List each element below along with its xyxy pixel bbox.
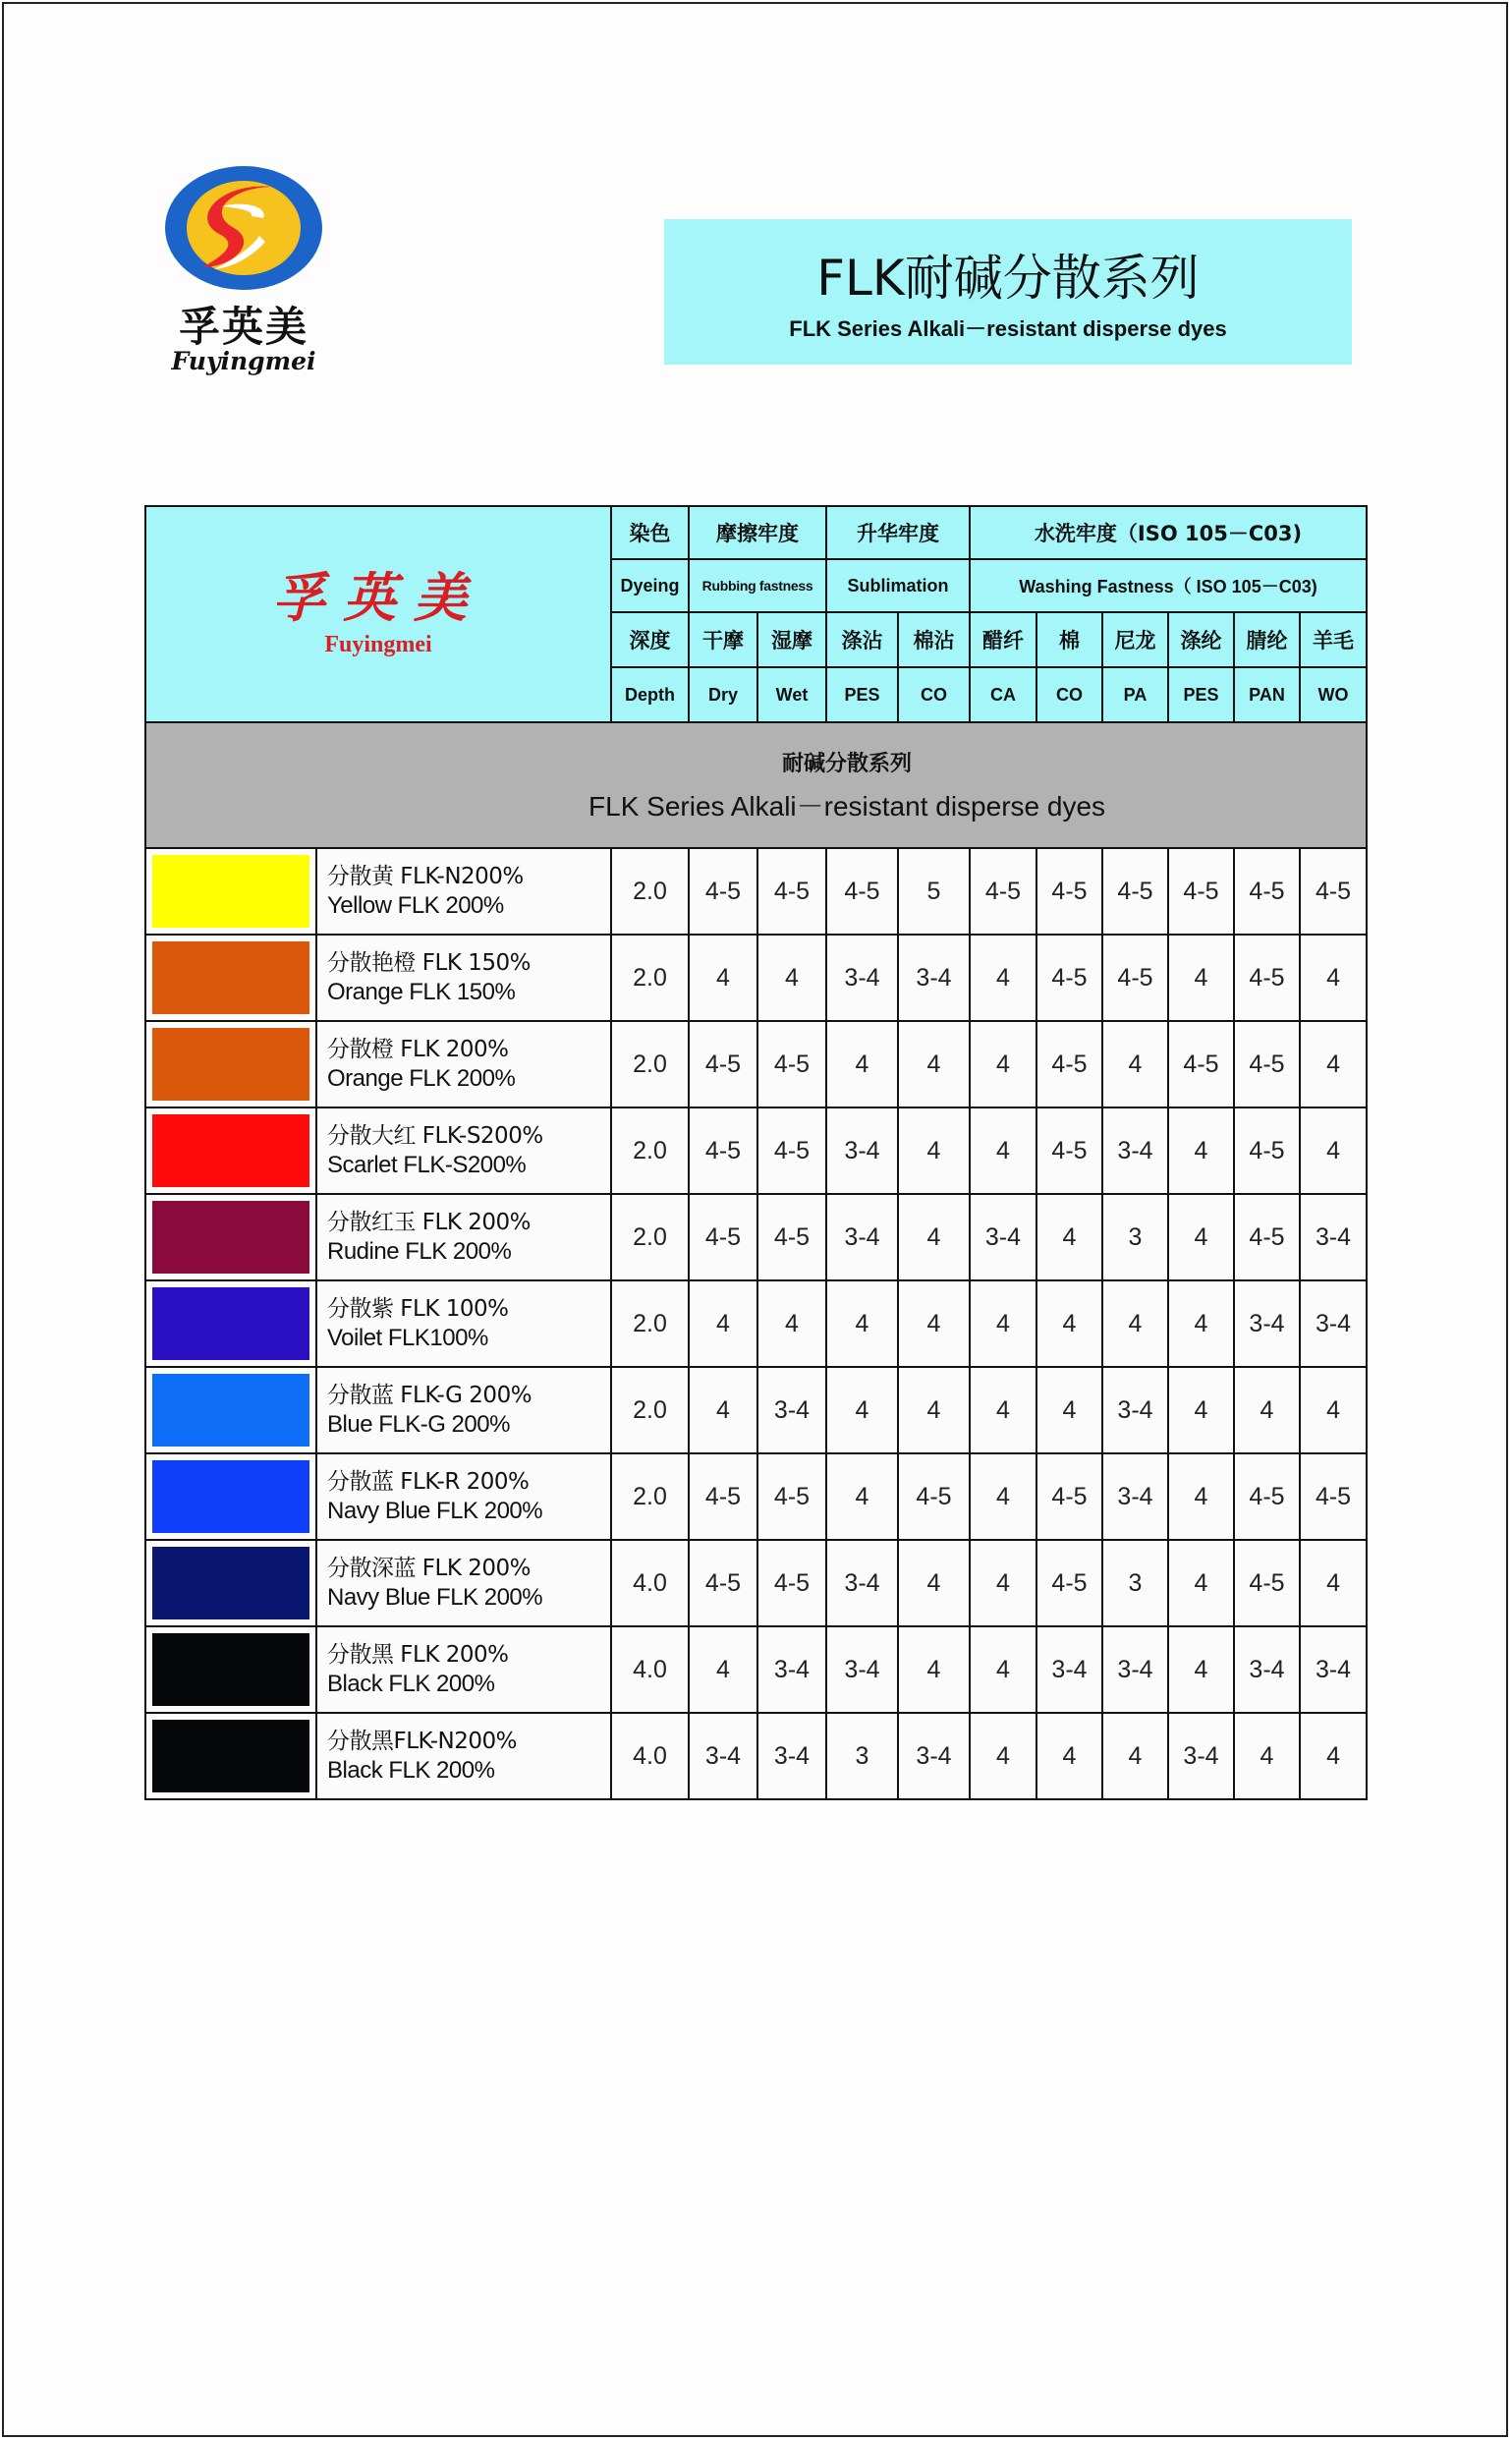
fastness-value: 4 xyxy=(898,1107,970,1194)
color-swatch xyxy=(152,855,309,928)
table-brand-cell xyxy=(145,506,611,722)
fastness-value: 4-5 xyxy=(1300,848,1367,935)
page-title-en: FLK Series Alkali－resistant disperse dyes xyxy=(789,316,1227,341)
fastness-value: 4-5 xyxy=(1036,1021,1102,1107)
product-name-cell xyxy=(316,1540,611,1626)
fastness-value: 4 xyxy=(1300,935,1367,1021)
depth-value: 2.0 xyxy=(611,1021,689,1107)
fastness-value: 4 xyxy=(1168,1367,1234,1453)
header-col-en: CO xyxy=(898,667,970,722)
fastness-value: 3-4 xyxy=(689,1713,757,1799)
fastness-value: 4-5 xyxy=(757,1540,826,1626)
color-swatch xyxy=(152,1460,309,1533)
product-row xyxy=(145,1107,1367,1194)
color-swatch xyxy=(152,1287,309,1360)
depth-value: 2.0 xyxy=(611,1367,689,1453)
fastness-value: 4-5 xyxy=(1036,848,1102,935)
fastness-value: 4 xyxy=(826,1453,898,1540)
fastness-value: 4 xyxy=(1102,1280,1168,1367)
color-swatch xyxy=(152,1374,309,1447)
fastness-value: 4 xyxy=(757,935,826,1021)
fastness-value: 4 xyxy=(757,1280,826,1367)
fastness-value: 4-5 xyxy=(1102,848,1168,935)
fastness-value: 4 xyxy=(1300,1540,1367,1626)
product-name-en: Scarlet FLK-S200% xyxy=(327,1152,527,1178)
product-name-cell xyxy=(316,935,611,1021)
header-washing-cn: 水洗牢度（ISO 105－C03) xyxy=(970,506,1367,559)
fastness-value: 4 xyxy=(970,1540,1036,1626)
fastness-value: 4 xyxy=(970,935,1036,1021)
fastness-value: 4-5 xyxy=(1168,848,1234,935)
color-swatch-cell xyxy=(145,1280,316,1367)
color-swatch-cell xyxy=(145,1021,316,1107)
fastness-value: 4 xyxy=(826,1280,898,1367)
product-name-cn: 分散橙 FLK 200% xyxy=(327,1037,509,1062)
fastness-value: 3-4 xyxy=(1168,1713,1234,1799)
fastness-value: 4-5 xyxy=(1234,1194,1300,1280)
fastness-value: 4-5 xyxy=(826,848,898,935)
product-name-cn: 分散深蓝 FLK 200% xyxy=(327,1556,532,1581)
depth-value: 2.0 xyxy=(611,935,689,1021)
depth-value: 2.0 xyxy=(611,848,689,935)
fastness-table xyxy=(144,505,1368,1800)
fastness-value: 4-5 xyxy=(1036,1453,1102,1540)
header-col-cn: 涤沾 xyxy=(826,612,898,667)
fastness-value: 4 xyxy=(1168,1194,1234,1280)
fastness-value: 3-4 xyxy=(1234,1626,1300,1713)
fastness-value: 4 xyxy=(898,1280,970,1367)
fastness-value: 4 xyxy=(689,1626,757,1713)
fastness-value: 4-5 xyxy=(1102,935,1168,1021)
fastness-value: 4-5 xyxy=(689,1453,757,1540)
company-logo xyxy=(165,157,342,383)
fastness-value: 4-5 xyxy=(898,1453,970,1540)
header-col-en: PA xyxy=(1102,667,1168,722)
section-band xyxy=(145,722,1367,848)
fastness-value: 4 xyxy=(970,1280,1036,1367)
fastness-value: 4-5 xyxy=(689,1107,757,1194)
fastness-value: 4 xyxy=(898,1194,970,1280)
color-swatch-cell xyxy=(145,1713,316,1799)
header-sublimation-cn: 升华牢度 xyxy=(826,506,970,559)
fastness-value: 4 xyxy=(898,1021,970,1107)
fastness-value: 3-4 xyxy=(757,1367,826,1453)
product-name-cn: 分散黄 FLK-N200% xyxy=(327,864,524,889)
table-brand-en: Fuyingmei xyxy=(324,631,432,657)
fastness-table-wrapper xyxy=(144,505,1368,1800)
title-box xyxy=(664,219,1352,365)
fastness-value: 3 xyxy=(1102,1540,1168,1626)
fastness-value: 3-4 xyxy=(1102,1107,1168,1194)
fastness-value: 4-5 xyxy=(1168,1021,1234,1107)
product-name-cn: 分散黑FLK-N200% xyxy=(327,1729,517,1754)
color-swatch xyxy=(152,1201,309,1274)
logo-brand-en: Fuyingmei xyxy=(171,347,316,375)
fastness-value: 3-4 xyxy=(970,1194,1036,1280)
header-col-cn: 羊毛 xyxy=(1300,612,1367,667)
fastness-value: 4 xyxy=(1168,1107,1234,1194)
fastness-value: 4-5 xyxy=(1036,935,1102,1021)
fastness-value: 4 xyxy=(970,1453,1036,1540)
logo-brand-cn: 孚英美 xyxy=(178,303,308,351)
product-name-en: Navy Blue FLK 200% xyxy=(327,1584,543,1611)
product-name-cell xyxy=(316,1626,611,1713)
product-row xyxy=(145,1367,1367,1453)
fastness-value: 3-4 xyxy=(826,1626,898,1713)
depth-value: 2.0 xyxy=(611,1107,689,1194)
fastness-value: 3-4 xyxy=(898,935,970,1021)
fastness-value: 4-5 xyxy=(1036,1107,1102,1194)
fastness-value: 4-5 xyxy=(689,1021,757,1107)
header-row-1 xyxy=(145,506,1367,559)
depth-value: 4.0 xyxy=(611,1540,689,1626)
fastness-value: 4 xyxy=(689,1280,757,1367)
fastness-value: 4-5 xyxy=(1234,1453,1300,1540)
fastness-value: 4 xyxy=(1036,1713,1102,1799)
product-name-en: Yellow FLK 200% xyxy=(327,892,504,919)
product-name-cell xyxy=(316,1107,611,1194)
fastness-value: 4 xyxy=(826,1367,898,1453)
header-col-en: PES xyxy=(826,667,898,722)
header-sublimation-en: Sublimation xyxy=(826,559,970,612)
depth-value: 2.0 xyxy=(611,1194,689,1280)
product-name-en: Orange FLK 150% xyxy=(327,979,516,1005)
fastness-value: 4 xyxy=(1036,1194,1102,1280)
header-depth-cn: 深度 xyxy=(611,612,689,667)
fastness-value: 4 xyxy=(826,1021,898,1107)
header-rubbing-en: Rubbing fastness xyxy=(689,559,826,612)
fastness-value: 4-5 xyxy=(1234,1107,1300,1194)
fastness-value: 4 xyxy=(1168,1540,1234,1626)
fastness-value: 4-5 xyxy=(689,848,757,935)
product-name-en: Black FLK 200% xyxy=(327,1757,495,1784)
section-title-cn: 耐碱分散系列 xyxy=(782,751,913,776)
header-col-en: Wet xyxy=(757,667,826,722)
fastness-value: 4 xyxy=(1234,1713,1300,1799)
header-col-en: PAN xyxy=(1234,667,1300,722)
color-swatch xyxy=(152,1028,309,1101)
table-brand-cn: 孚英美 xyxy=(272,565,484,629)
header-col-en: CA xyxy=(970,667,1036,722)
product-row xyxy=(145,1194,1367,1280)
header-dyeing-en: Dyeing xyxy=(611,559,689,612)
fastness-value: 4 xyxy=(689,1367,757,1453)
fastness-value: 4-5 xyxy=(1036,1540,1102,1626)
section-title-en: FLK Series Alkali－resistant disperse dyes xyxy=(588,790,1106,822)
depth-value: 4.0 xyxy=(611,1626,689,1713)
color-swatch xyxy=(152,1547,309,1619)
fastness-value: 4 xyxy=(970,1626,1036,1713)
product-row xyxy=(145,1540,1367,1626)
fastness-value: 3-4 xyxy=(1102,1626,1168,1713)
fastness-value: 4-5 xyxy=(757,1453,826,1540)
product-name-cn: 分散紫 FLK 100% xyxy=(327,1296,509,1322)
product-name-cell xyxy=(316,1194,611,1280)
product-name-cn: 分散蓝 FLK-G 200% xyxy=(327,1383,532,1408)
fastness-value: 3-4 xyxy=(757,1626,826,1713)
fastness-value: 4 xyxy=(1102,1713,1168,1799)
header-col-cn: 腈纶 xyxy=(1234,612,1300,667)
fastness-value: 4-5 xyxy=(970,848,1036,935)
product-name-cell xyxy=(316,1453,611,1540)
fastness-value: 4 xyxy=(970,1713,1036,1799)
product-row xyxy=(145,1713,1367,1799)
header-dyeing-cn: 染色 xyxy=(611,506,689,559)
fastness-value: 3 xyxy=(826,1713,898,1799)
product-name-en: Blue FLK-G 200% xyxy=(327,1411,510,1438)
product-name-cell xyxy=(316,1021,611,1107)
fastness-value: 3-4 xyxy=(826,1107,898,1194)
fastness-value: 4 xyxy=(1036,1280,1102,1367)
product-name-en: Voilet FLK100% xyxy=(327,1325,488,1351)
color-swatch-cell xyxy=(145,1367,316,1453)
fastness-value: 4-5 xyxy=(757,1194,826,1280)
header-col-cn: 棉 xyxy=(1036,612,1102,667)
header-col-en: PES xyxy=(1168,667,1234,722)
header-col-en: WO xyxy=(1300,667,1367,722)
product-name-cn: 分散红玉 FLK 200% xyxy=(327,1210,532,1235)
color-swatch xyxy=(152,941,309,1014)
section-band-row xyxy=(145,722,1367,848)
logo-emblem-icon xyxy=(165,157,322,295)
color-swatch-cell xyxy=(145,1194,316,1280)
fastness-value: 3-4 xyxy=(1300,1194,1367,1280)
depth-value: 2.0 xyxy=(611,1453,689,1540)
header-col-cn: 涤纶 xyxy=(1168,612,1234,667)
color-swatch-cell xyxy=(145,1626,316,1713)
header-col-cn: 尼龙 xyxy=(1102,612,1168,667)
fastness-value: 4 xyxy=(898,1626,970,1713)
fastness-value: 4 xyxy=(1234,1367,1300,1453)
fastness-value: 4 xyxy=(1102,1021,1168,1107)
product-row xyxy=(145,848,1367,935)
product-name-cn: 分散大红 FLK-S200% xyxy=(327,1123,543,1149)
product-name-en: Navy Blue FLK 200% xyxy=(327,1498,543,1524)
product-name-cell xyxy=(316,1280,611,1367)
fastness-value: 4 xyxy=(1300,1713,1367,1799)
fastness-value: 4 xyxy=(1168,1626,1234,1713)
header-rubbing-cn: 摩擦牢度 xyxy=(689,506,826,559)
fastness-value: 4 xyxy=(1168,1280,1234,1367)
color-swatch-cell xyxy=(145,1540,316,1626)
fastness-value: 3-4 xyxy=(826,1194,898,1280)
fastness-value: 4 xyxy=(689,935,757,1021)
fastness-value: 4 xyxy=(1036,1367,1102,1453)
header-col-en: CO xyxy=(1036,667,1102,722)
header-col-cn: 醋纤 xyxy=(970,612,1036,667)
product-name-cn: 分散黑 FLK 200% xyxy=(327,1642,509,1668)
product-name-en: Rudine FLK 200% xyxy=(327,1238,512,1265)
product-name-cell xyxy=(316,1367,611,1453)
fastness-value: 4 xyxy=(1168,1453,1234,1540)
header-depth-en: Depth xyxy=(611,667,689,722)
fastness-value: 4 xyxy=(970,1021,1036,1107)
fastness-value: 4-5 xyxy=(1234,1540,1300,1626)
color-swatch-cell xyxy=(145,1107,316,1194)
color-swatch-cell xyxy=(145,848,316,935)
product-name-cell xyxy=(316,848,611,935)
fastness-value: 4-5 xyxy=(689,1540,757,1626)
fastness-value: 5 xyxy=(898,848,970,935)
fastness-value: 3 xyxy=(1102,1194,1168,1280)
color-swatch xyxy=(152,1633,309,1706)
fastness-value: 4 xyxy=(970,1107,1036,1194)
fastness-value: 4 xyxy=(1168,935,1234,1021)
fastness-value: 3-4 xyxy=(1102,1453,1168,1540)
fastness-value: 3-4 xyxy=(757,1713,826,1799)
fastness-value: 4-5 xyxy=(1234,1021,1300,1107)
product-row xyxy=(145,1453,1367,1540)
fastness-value: 4-5 xyxy=(689,1194,757,1280)
fastness-value: 4 xyxy=(1300,1021,1367,1107)
color-swatch-cell xyxy=(145,1453,316,1540)
fastness-value: 3-4 xyxy=(826,935,898,1021)
fastness-value: 4-5 xyxy=(757,848,826,935)
page-title-cn: FLK耐碱分散系列 xyxy=(816,250,1200,307)
fastness-value: 4 xyxy=(1300,1367,1367,1453)
fastness-value: 3-4 xyxy=(1234,1280,1300,1367)
fastness-value: 4-5 xyxy=(757,1021,826,1107)
product-name-cn: 分散蓝 FLK-R 200% xyxy=(327,1469,530,1495)
fastness-value: 4-5 xyxy=(1234,848,1300,935)
header-col-cn: 干摩 xyxy=(689,612,757,667)
fastness-value: 3-4 xyxy=(826,1540,898,1626)
product-name-cell xyxy=(316,1713,611,1799)
product-name-en: Black FLK 200% xyxy=(327,1671,495,1697)
fastness-value: 4-5 xyxy=(1300,1453,1367,1540)
fastness-value: 3-4 xyxy=(1300,1280,1367,1367)
product-row xyxy=(145,1626,1367,1713)
header-col-en: Dry xyxy=(689,667,757,722)
fastness-value: 4 xyxy=(970,1367,1036,1453)
product-row xyxy=(145,1021,1367,1107)
depth-value: 4.0 xyxy=(611,1713,689,1799)
product-row xyxy=(145,1280,1367,1367)
fastness-value: 4 xyxy=(1300,1107,1367,1194)
depth-value: 2.0 xyxy=(611,1280,689,1367)
header-col-cn: 棉沾 xyxy=(898,612,970,667)
fastness-value: 4-5 xyxy=(1234,935,1300,1021)
product-name-cn: 分散艳橙 FLK 150% xyxy=(327,950,532,976)
product-name-en: Orange FLK 200% xyxy=(327,1065,516,1092)
header-washing-en: Washing Fastness（ ISO 105－C03) xyxy=(970,559,1367,612)
color-swatch xyxy=(152,1720,309,1792)
header-col-cn: 湿摩 xyxy=(757,612,826,667)
color-swatch-cell xyxy=(145,935,316,1021)
fastness-value: 4 xyxy=(898,1540,970,1626)
product-row xyxy=(145,935,1367,1021)
fastness-value: 3-4 xyxy=(1300,1626,1367,1713)
fastness-value: 3-4 xyxy=(1102,1367,1168,1453)
fastness-value: 4-5 xyxy=(757,1107,826,1194)
fastness-value: 3-4 xyxy=(1036,1626,1102,1713)
color-swatch xyxy=(152,1114,309,1187)
fastness-value: 4 xyxy=(898,1367,970,1453)
fastness-value: 3-4 xyxy=(898,1713,970,1799)
